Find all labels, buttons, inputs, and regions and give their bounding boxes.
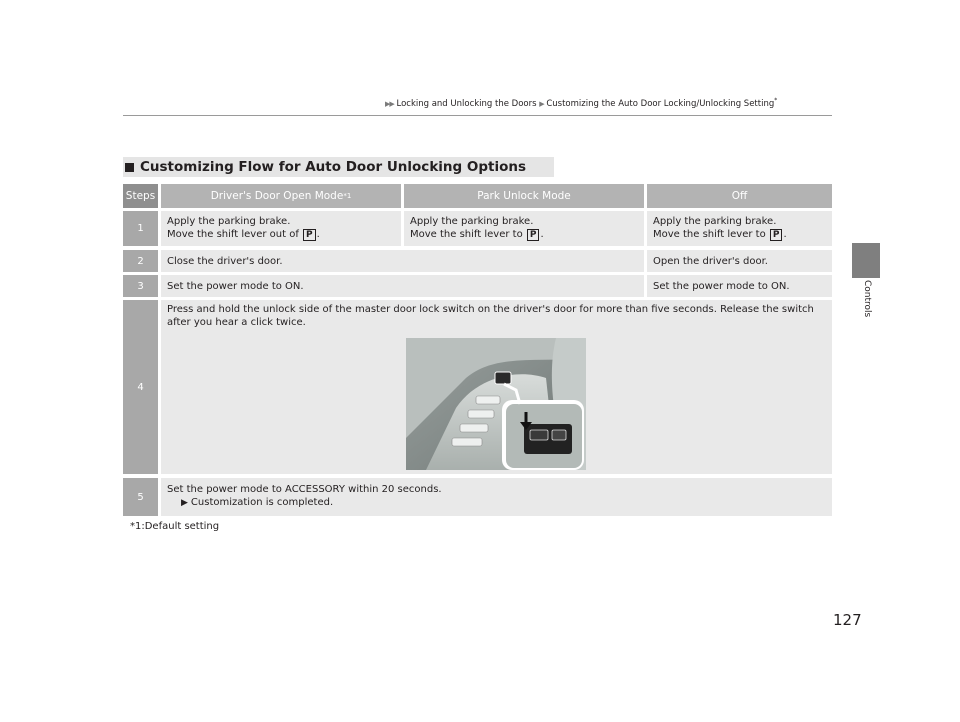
step-number: 2 <box>123 250 158 272</box>
door-lock-switch-illustration <box>406 338 586 470</box>
side-tab-marker <box>852 243 880 278</box>
step-number: 5 <box>123 478 158 516</box>
table-row <box>123 250 832 272</box>
breadcrumb-arrow-icon: ▶▶ <box>385 99 394 108</box>
row1-col3: Apply the parking brake. Move the shift lever to P . <box>647 211 832 246</box>
step-number: 4 <box>123 300 158 474</box>
row2-left: Close the driver's door. <box>161 250 644 272</box>
result-arrow-icon: ▶ <box>181 498 188 508</box>
breadcrumb <box>385 97 777 109</box>
row3-right: Set the power mode to ON. <box>647 275 832 297</box>
header-col1: Driver's Door Open Mode *1 <box>161 184 401 208</box>
park-position-icon: P <box>527 229 540 241</box>
step-number: 3 <box>123 275 158 297</box>
row4-text: Press and hold the unlock side of the master door lock switch on the driver's door for more than five seconds. Release the switch after you hear a click twice. <box>161 300 832 474</box>
table-row <box>123 275 832 297</box>
header-divider <box>123 115 832 116</box>
header-steps: Steps <box>123 184 158 208</box>
square-bullet-icon <box>125 163 134 172</box>
breadcrumb-arrow-icon: ▶ <box>539 99 544 108</box>
table-header-row <box>123 184 832 208</box>
park-position-icon: P <box>303 229 316 241</box>
breadcrumb-mark: * <box>774 97 778 104</box>
row1-col1: Apply the parking brake. Move the shift lever out of P . <box>161 211 401 246</box>
header-col2: Park Unlock Mode <box>404 184 644 208</box>
row1-col2: Apply the parking brake. Move the shift lever to P . <box>404 211 644 246</box>
footnote: *1:Default setting <box>130 521 220 532</box>
step-number: 1 <box>123 211 158 246</box>
side-tab-label: Controls <box>862 280 872 318</box>
table-row <box>123 478 832 516</box>
section-heading <box>123 157 554 177</box>
park-position-icon: P <box>770 229 783 241</box>
page-number: 127 <box>833 611 862 629</box>
header-col3: Off <box>647 184 832 208</box>
section-title: Customizing Flow for Auto Door Unlocking Options <box>140 159 527 175</box>
breadcrumb-topic[interactable]: Customizing the Auto Door Locking/Unlocking Setting <box>546 98 775 109</box>
row5-text: Set the power mode to ACCESSORY within 20 seconds. ▶ Customization is completed. <box>161 478 832 516</box>
table-row <box>123 211 832 246</box>
row2-right: Open the driver's door. <box>647 250 832 272</box>
breadcrumb-section[interactable]: Locking and Unlocking the Doors <box>396 98 537 109</box>
row3-left: Set the power mode to ON. <box>161 275 644 297</box>
